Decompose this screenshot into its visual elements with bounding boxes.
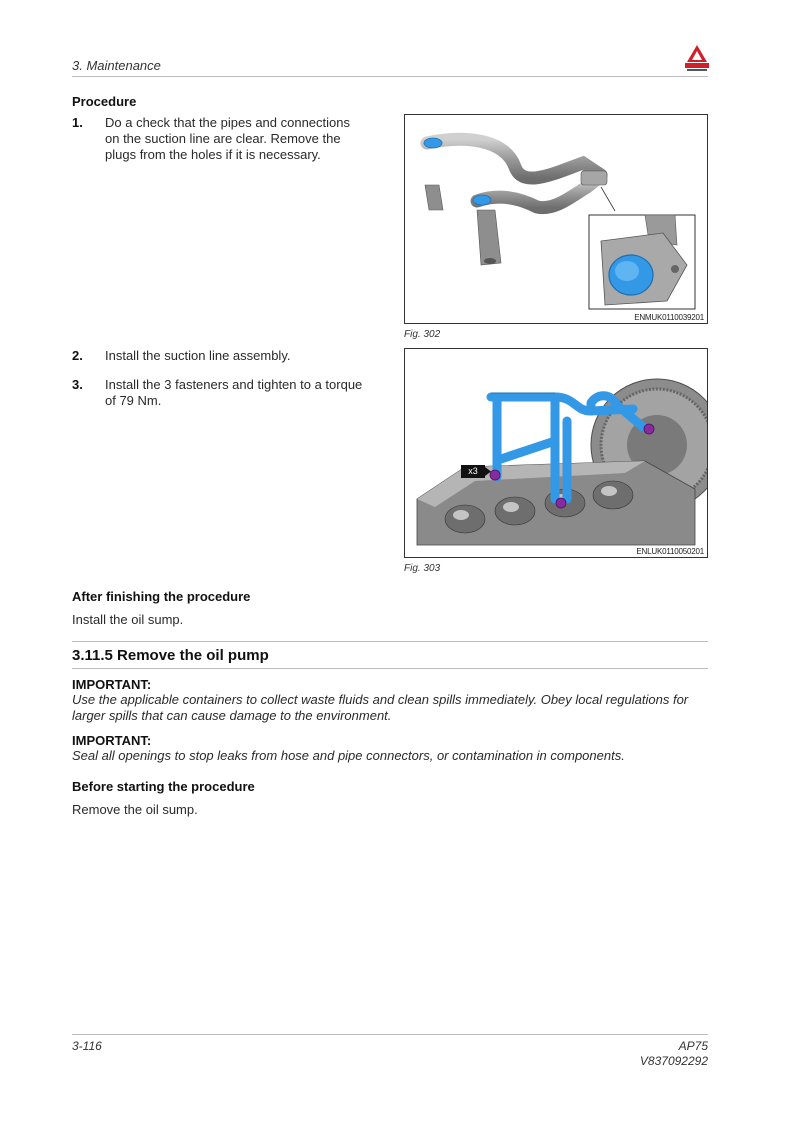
step-3-line-1: Install the 3 fasteners and tighten to a torque [105, 377, 363, 392]
step-2-text [105, 348, 395, 364]
step-2-line-1: Install the suction line assembly. [105, 348, 291, 363]
footer-model: AP75 [678, 1039, 708, 1053]
important-1-line-1: Use the applicable containers to collect waste fluids and clean spills immediately. Obey local regulations for [72, 692, 689, 707]
important-label-1: IMPORTANT: [72, 677, 152, 692]
step-3-line-2: of 79 Nm. [105, 393, 162, 408]
agco-logo [684, 44, 710, 74]
important-2-line-1: Seal all openings to stop leaks from hose and pipe connectors, or contamination in components. [72, 748, 625, 763]
step-3-number: 3. [72, 377, 83, 392]
step-2-number: 2. [72, 348, 83, 363]
after-text: Install the oil sump. [72, 612, 184, 627]
fastener-1 [490, 470, 500, 480]
step-1-line-2: on the suction line are clear. Remove the [105, 131, 341, 146]
important-label-2: IMPORTANT: [72, 733, 152, 748]
procedure-heading: Procedure [72, 94, 137, 109]
header-section-title: 3. Maintenance [72, 58, 161, 73]
fastener-count-callout: x3 [468, 466, 478, 476]
fastener-2 [556, 498, 566, 508]
important-text-1 [72, 692, 712, 724]
footer-doc-number: V837092292 [639, 1054, 708, 1068]
figure-302-caption: Fig. 302 [404, 329, 441, 340]
step-1-line-1: Do a check that the pipes and connections [105, 115, 350, 130]
section-bottom-rule [72, 668, 708, 669]
step-3-text [105, 377, 395, 409]
pipe-opening-upper [424, 138, 442, 148]
figure-303 [404, 348, 708, 558]
before-text: Remove the oil sump. [72, 802, 198, 817]
figure-302 [404, 114, 708, 324]
footer-divider [72, 1034, 708, 1035]
engine-block-illustration [405, 349, 707, 557]
after-heading: After finishing the procedure [72, 589, 251, 604]
figure-303-caption: Fig. 303 [404, 563, 441, 574]
step-1-number: 1. [72, 115, 83, 130]
pipe-opening-lower [473, 195, 491, 205]
fastener-3 [644, 424, 654, 434]
step-1-text [105, 115, 395, 163]
suction-pipe-illustration [405, 115, 707, 323]
before-heading: Before starting the procedure [72, 779, 255, 794]
figure-302-code: ENMUK0110039201 [634, 313, 704, 322]
section-title: 3.11.5 Remove the oil pump [72, 647, 269, 664]
figure-303-code: ENLUK0110050201 [636, 547, 704, 556]
important-1-line-2: larger spills that can cause damage to the environment. [72, 708, 392, 723]
header-divider [72, 76, 708, 77]
section-top-rule [72, 641, 708, 642]
footer-page-number: 3-116 [72, 1039, 102, 1053]
step-1-line-3: plugs from the holes if it is necessary. [105, 147, 321, 162]
important-text-2 [72, 748, 712, 764]
